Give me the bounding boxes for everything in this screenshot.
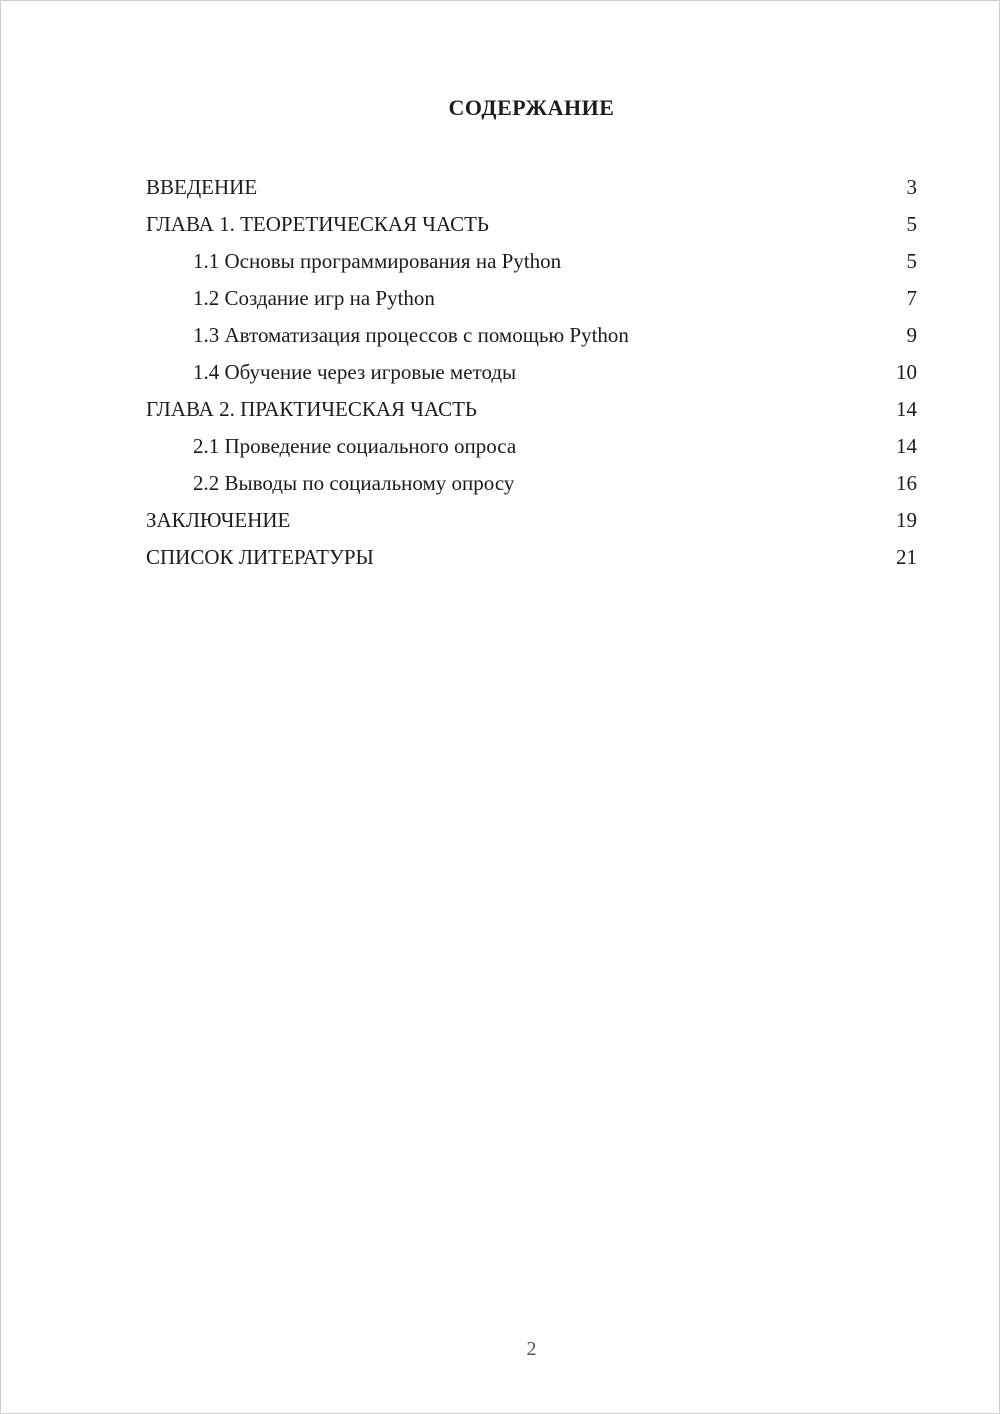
toc-entry-page: 19 bbox=[896, 508, 917, 532]
toc-entry-page: 9 bbox=[906, 323, 917, 347]
toc-entry-page: 5 bbox=[906, 212, 917, 236]
toc-entry-page: 14 bbox=[896, 434, 917, 458]
toc-entry-label: 2.2 Выводы по социальному опросу bbox=[193, 471, 515, 495]
toc-entry bbox=[146, 391, 917, 428]
toc-entry bbox=[146, 539, 917, 576]
toc-entry bbox=[146, 243, 917, 280]
toc-entry-page: 16 bbox=[896, 471, 917, 495]
toc-entry bbox=[146, 280, 917, 317]
toc-entry-page: 21 bbox=[896, 545, 917, 569]
toc-entry bbox=[146, 206, 917, 243]
toc-entry-label: ЗАКЛЮЧЕНИЕ bbox=[146, 508, 291, 532]
toc-entry-label: ГЛАВА 1. ТЕОРЕТИЧЕСКАЯ ЧАСТЬ bbox=[146, 212, 489, 236]
toc-entry bbox=[146, 169, 917, 206]
toc-entry-label: 1.2 Создание игр на Python bbox=[193, 286, 435, 310]
toc-entry-label: СПИСОК ЛИТЕРАТУРЫ bbox=[146, 545, 374, 569]
toc-entry-label: 1.3 Автоматизация процессов с помощью Python bbox=[193, 323, 629, 347]
toc-entry bbox=[146, 465, 917, 502]
toc-entry-label: 1.4 Обучение через игровые методы bbox=[193, 360, 517, 384]
toc-entry-page: 14 bbox=[896, 397, 917, 421]
toc-entry bbox=[146, 354, 917, 391]
toc-entry-label: 1.1 Основы программирования на Python bbox=[193, 249, 562, 273]
page-number: 2 bbox=[526, 1338, 537, 1360]
toc-entry-label: 2.1 Проведение социального опроса bbox=[193, 434, 517, 458]
toc-title: СОДЕРЖАНИЕ bbox=[448, 95, 615, 120]
toc-entry-page: 5 bbox=[906, 249, 917, 273]
toc-entry bbox=[146, 502, 917, 539]
toc-entry-label: ГЛАВА 2. ПРАКТИЧЕСКАЯ ЧАСТЬ bbox=[146, 397, 477, 421]
toc-entry-page: 3 bbox=[906, 175, 917, 199]
toc-entry-page: 7 bbox=[906, 286, 917, 310]
toc-list bbox=[146, 169, 917, 576]
toc-entry-page: 10 bbox=[896, 360, 917, 384]
toc-entry bbox=[146, 317, 917, 354]
toc-entry-label: ВВЕДЕНИЕ bbox=[146, 175, 258, 199]
toc-entry bbox=[146, 428, 917, 465]
